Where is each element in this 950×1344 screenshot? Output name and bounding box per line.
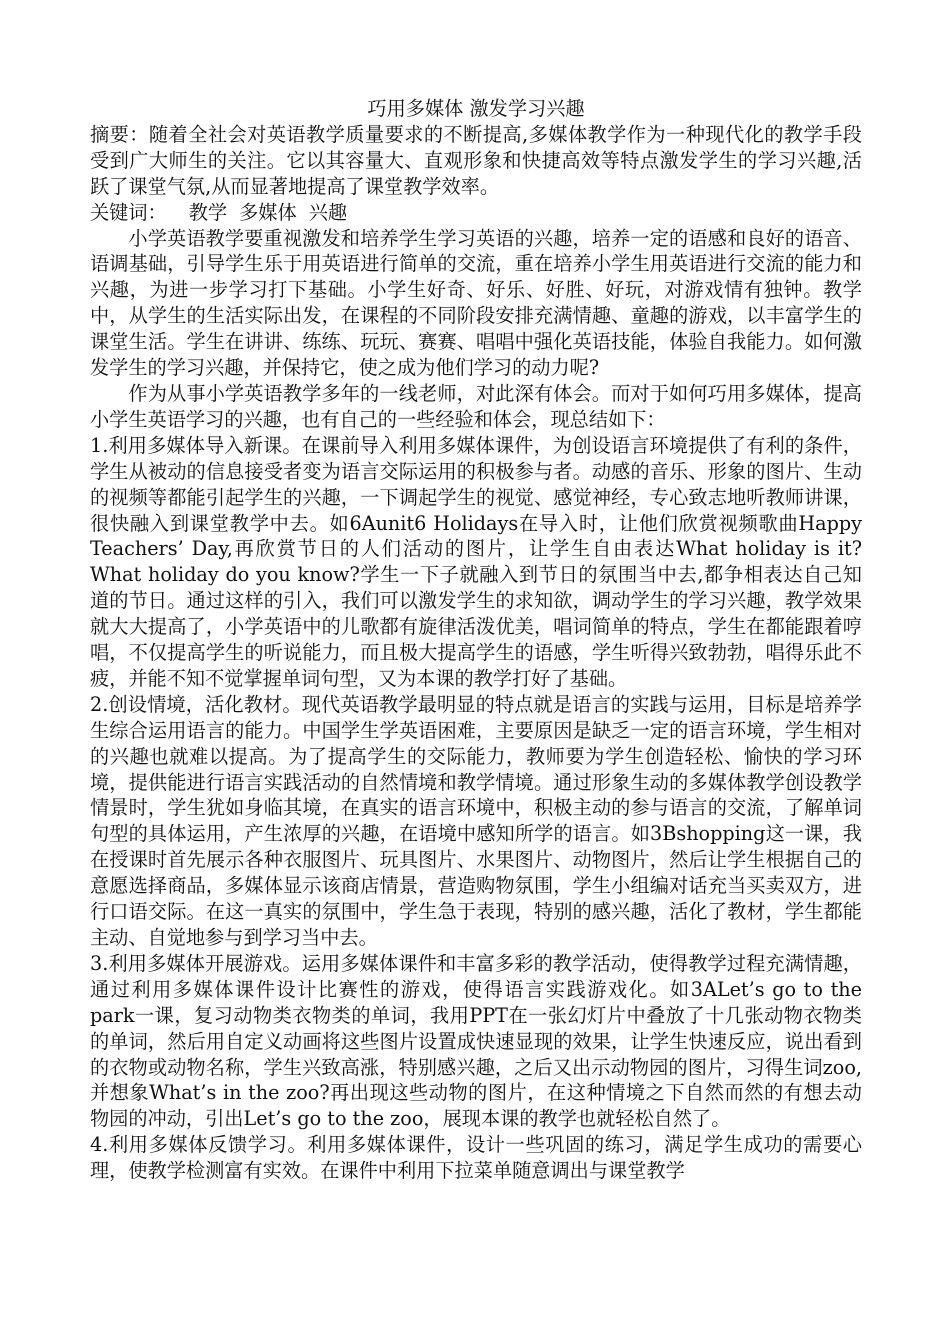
- keyword-item: 兴趣: [308, 200, 348, 224]
- keyword-item: 多媒体: [239, 200, 297, 224]
- keywords-label: 关键词：: [90, 200, 167, 224]
- section-paragraph-3: 3.利用多媒体开展游戏。运用多媒体课件和丰富多彩的教学活动，使得教学过程充满情趣，通过利用多媒体课件设计比赛性的游戏，使得语言实践游戏化。如3ALet’s go to the park一课，复习动物类衣物类的单词，我用PPT在一张幻灯片中叠放了十几张动物衣物类的单词，然后用自定义动画将这些图片设置成快速显现的效果，让学生快速反应，说出看到的衣物或动物名称，学生兴致高涨，特别感兴趣，之后又出示动物园的图片，习得生词zoo,并想象What’s in the zoo?再出现这些动物的图片，在这种情境之下自然而然的有想去动物园的冲动，引出Let’s go to the zoo，展现本课的教学也就轻松自然了。: [90, 951, 862, 1131]
- section-paragraph-1: 1.利用多媒体导入新课。在课前导入利用多媒体课件，为创设语言环境提供了有利的条件，学生从被动的信息接受者变为语言交际运用的积极参与者。动感的音乐、形象的图片、生动的视频等都能引起学生的兴趣，一下调起学生的视觉、感觉神经，专心致志地听教师讲课，很快融入到课堂教学中去。如6Aunit6 Holidays在导入时，让他们欣赏视频歌曲Happy Teachers’ Day,再欣赏节日的人们活动的图片，让学生自由表达What holiday is it?What holiday do you know?学生一下子就融入到节日的氛围当中去,都争相表达自己知道的节日。通过这样的引入，我们可以激发学生的求知欲，调动学生的学习兴趣，教学效果就大大提高了，小学英语中的儿歌都有旋律活泼优美，唱词简单的特点，学生在都能跟着哼唱，不仅提高学生的听说能力，而且极大提高学生的语感，学生听得兴致勃勃，唱得乐此不疲，并能不知不觉掌握单词句型，又为本课的教学打好了基础。: [90, 433, 862, 690]
- document-page: [90, 96, 862, 1184]
- body-paragraph-intro: 小学英语教学要重视激发和培养学生学习英语的兴趣，培养一定的语感和良好的语音、语调基础，引导学生乐于用英语进行简单的交流，重在培养小学生用英语进行交流的能力和兴趣，为进一步学习打下基础。小学生好奇、好乐、好胜、好玩，对游戏情有独钟。教学中，从学生的生活实际出发，在课程的不同阶段安排充满情趣、童趣的游戏，以丰富学生的课堂生活。学生在讲讲、练练、玩玩、赛赛、唱唱中强化英语技能，体验自我能力。如何激发学生的学习兴趣，并保持它，使之成为他们学习的动力呢?: [90, 226, 862, 380]
- body-paragraph-experience: 作为从事小学英语教学多年的一线老师，对此深有体会。而对于如何巧用多媒体，提高小学生英语学习的兴趣，也有自己的一些经验和体会，现总结如下：: [90, 381, 862, 431]
- section-paragraph-2: 2.创设情境，活化教材。现代英语教学最明显的特点就是语言的实践与运用，目标是培养学生综合运用语言的能力。中国学生学英语困难，主要原因是缺乏一定的语言环境，学生相对的兴趣也就难以提高。为了提高学生的交际能力，教师要为学生创造轻松、愉快的学习环境，提供能进行语言实践活动的自然情境和教学情境。通过形象生动的多媒体教学创设教学情景时，学生犹如身临其境，在真实的语言环境中，积极主动的参与语言的交流，了解单词句型的具体运用，产生浓厚的兴趣，在语境中感知所学的语言。如3Bshopping这一课，我在授课时首先展示各种衣服图片、玩具图片、水果图片、动物图片，然后让学生根据自己的意愿选择商品，多媒体显示该商店情景，营造购物氛围，学生小组编对话充当买卖双方，进行口语交际。在这一真实的氛围中，学生急于表现，特别的感兴趣，活化了教材，学生都能主动、自觉地参与到学习当中去。: [90, 692, 862, 949]
- section-paragraph-4: 4.利用多媒体反馈学习。利用多媒体课件，设计一些巩固的练习，满足学生成功的需要心理，使教学检测富有实效。在课件中利用下拉菜单随意调出与课堂教学: [90, 1133, 862, 1183]
- abstract-paragraph: 摘要：随着全社会对英语教学质量要求的不断提高,多媒体教学作为一种现代化的教学手段受到广大师生的关注。它以其容量大、直观形象和快捷高效等特点激发学生的学习兴趣,活跃了课堂气氛,从而显著地提高了课堂教学效率。: [90, 122, 862, 198]
- keywords-line: [90, 200, 862, 226]
- document-title: 巧用多媒体 激发学习兴趣: [367, 97, 585, 120]
- keyword-item: 教学: [188, 200, 228, 224]
